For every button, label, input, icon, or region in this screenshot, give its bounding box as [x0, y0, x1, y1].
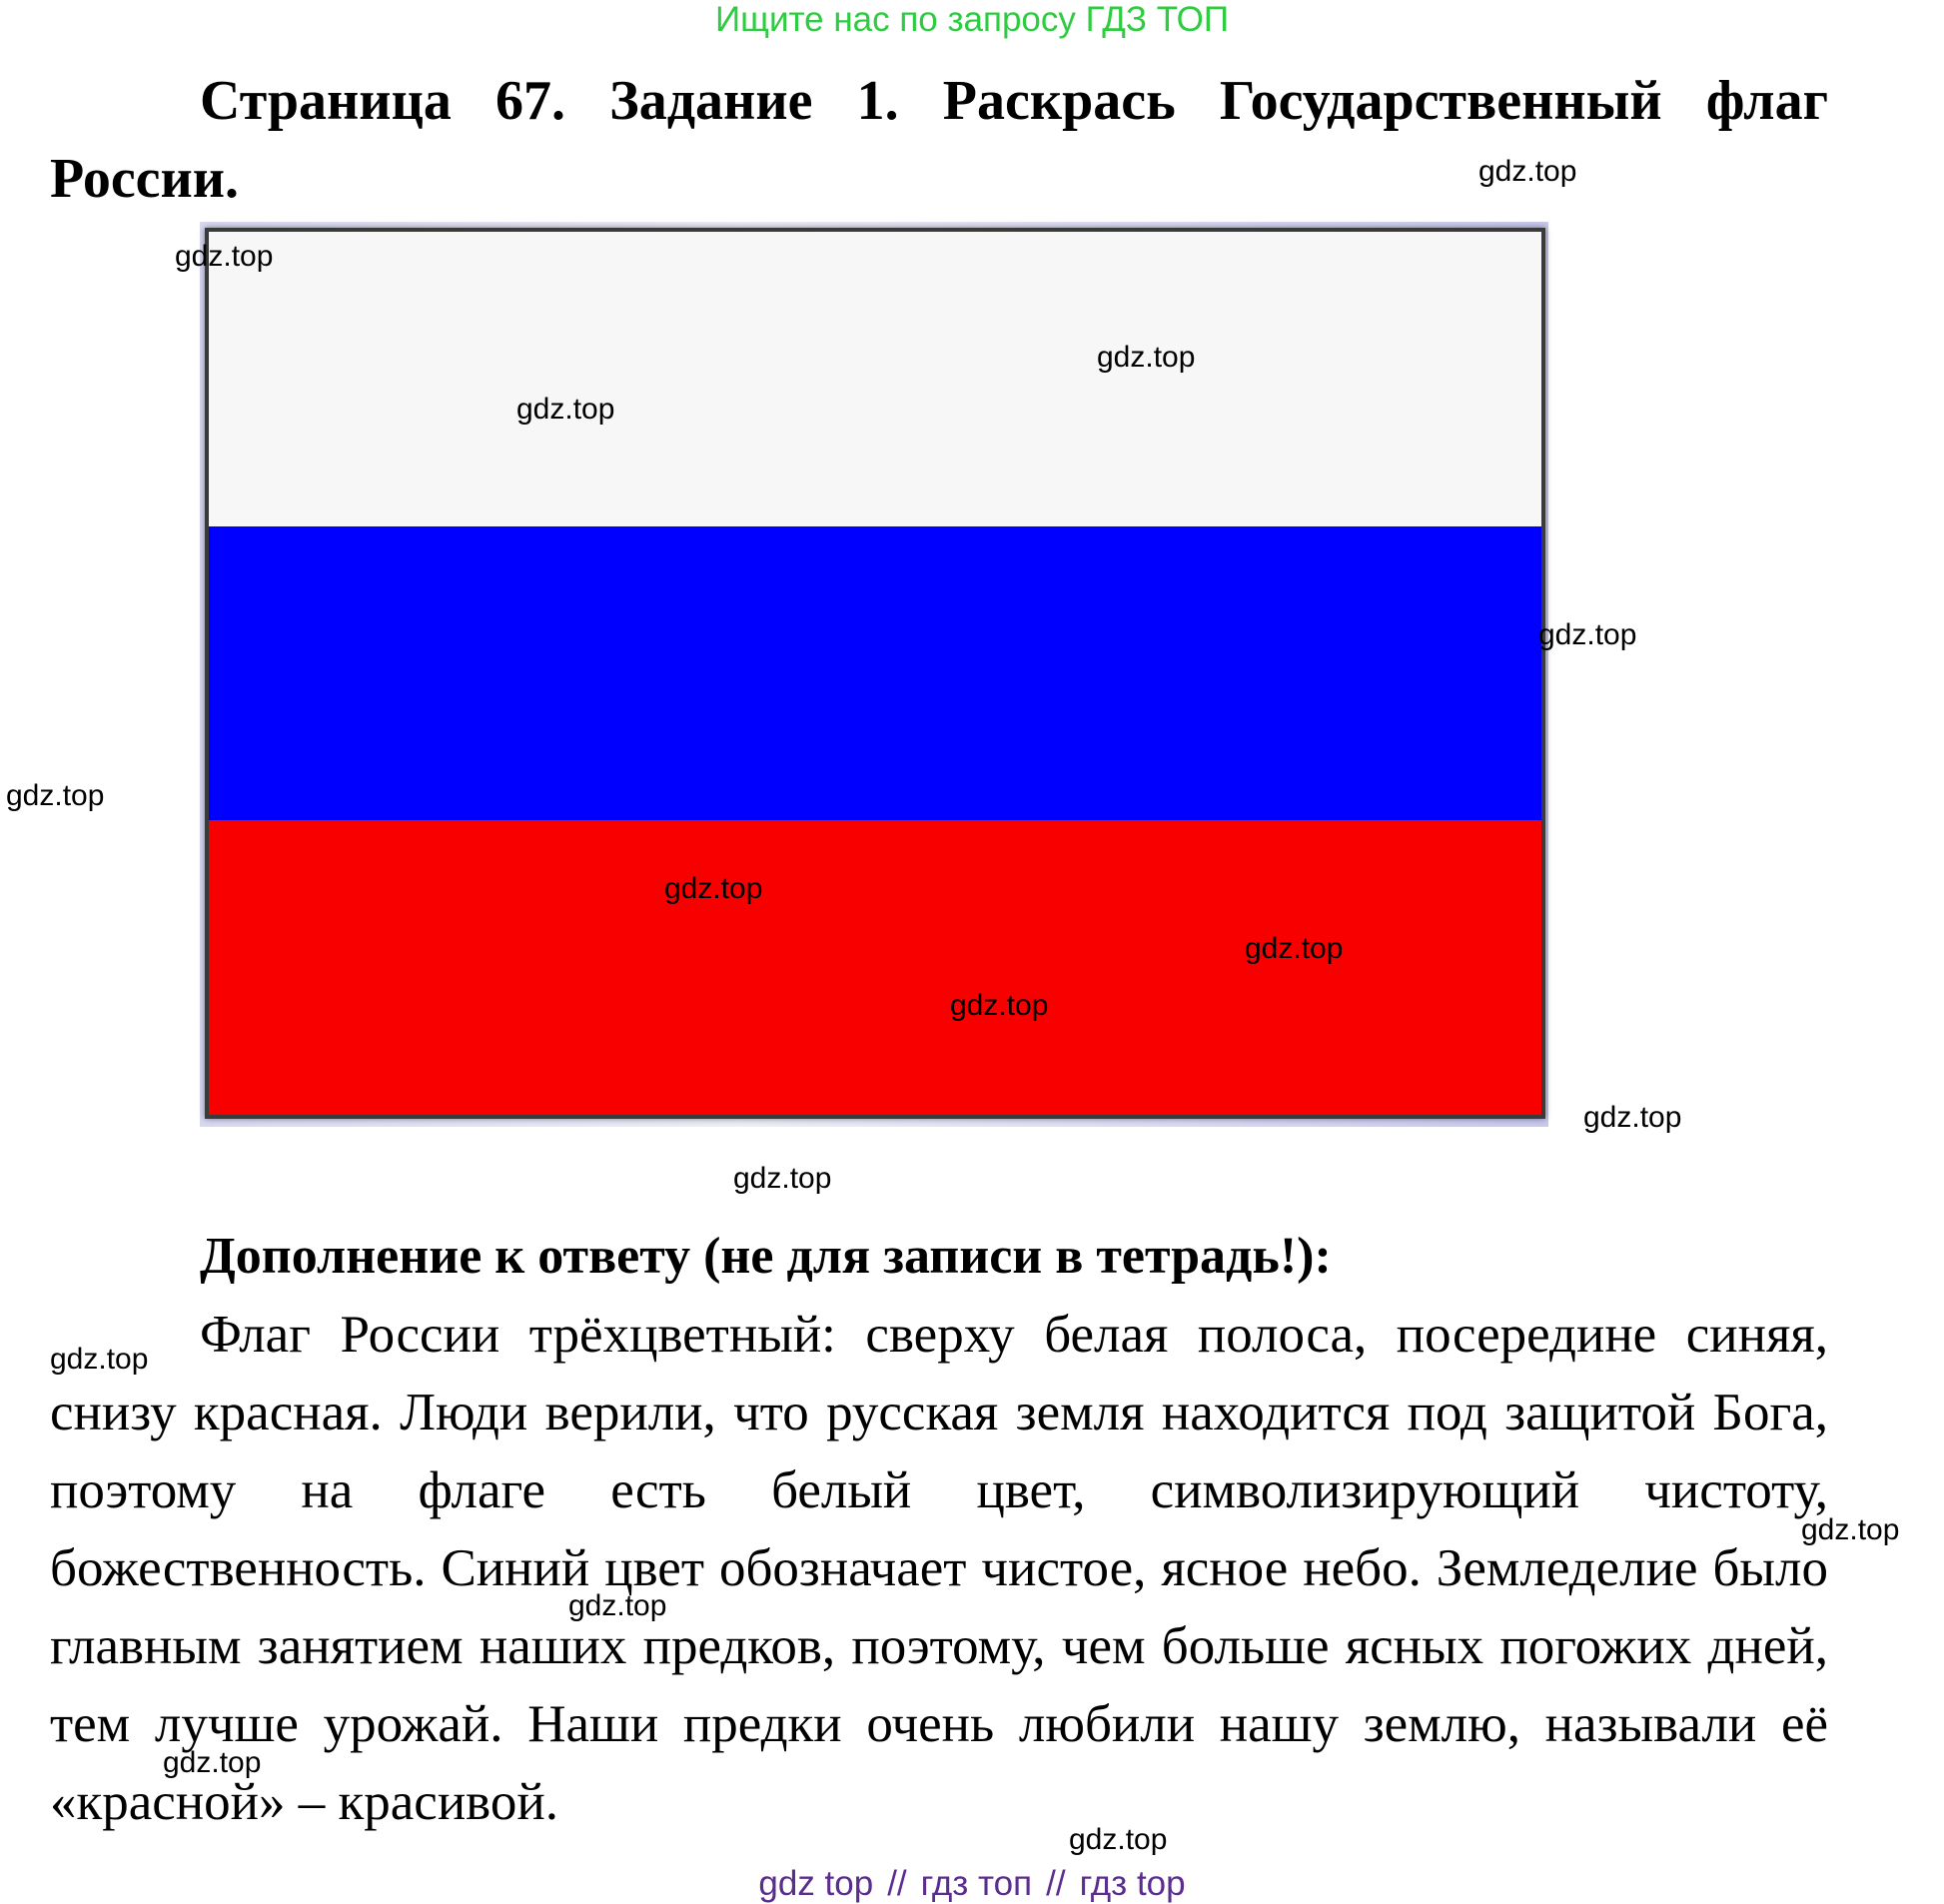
watermark: gdz.top	[163, 1746, 262, 1779]
watermark: gdz.top	[175, 240, 274, 273]
addendum-heading: Дополнение к ответу (не для записи в тетрадь!):	[200, 1228, 1332, 1285]
watermark: gdz.top	[1097, 341, 1196, 374]
bottom-banner-item: гдз top	[1079, 1864, 1186, 1903]
bottom-banner	[0, 1864, 1944, 1904]
flag-stripe-blue	[209, 526, 1541, 821]
watermark: gdz.top	[1069, 1823, 1168, 1856]
russian-flag	[205, 228, 1545, 1119]
flag-stripe-white	[209, 232, 1541, 526]
bottom-banner-separator: //	[1046, 1864, 1066, 1903]
watermark: gdz.top	[1538, 618, 1637, 651]
bottom-banner-item: gdz top	[758, 1864, 874, 1903]
bottom-banner-item: гдз топ	[920, 1864, 1033, 1903]
watermark: gdz.top	[950, 989, 1049, 1022]
watermark: gdz.top	[516, 393, 615, 426]
flag-stripe-red	[209, 820, 1541, 1115]
top-banner: Ищите нас по запросу ГДЗ ТОП	[715, 0, 1229, 39]
watermark: gdz.top	[568, 1589, 667, 1622]
watermark: gdz.top	[6, 779, 105, 812]
watermark: gdz.top	[50, 1343, 149, 1376]
watermark: gdz.top	[1245, 932, 1344, 965]
watermark: gdz.top	[1583, 1101, 1682, 1134]
watermark: gdz.top	[1478, 155, 1577, 188]
watermark: gdz.top	[733, 1162, 832, 1195]
bottom-banner-separator: //	[887, 1864, 907, 1903]
watermark: gdz.top	[664, 872, 763, 905]
watermark: gdz.top	[1801, 1513, 1900, 1546]
page-title: Страница 67. Задание 1. Раскрась Государственный флаг России.	[50, 70, 1828, 210]
addendum-text: Флаг России трёхцветный: сверху белая полоса, посередине синяя, снизу красная. Люди верили, что русская земля находится под защитой Бога, поэтому на флаге есть белый цвет, символизирующий чистоту, божественность. Синий цвет обозначает чистое, ясное небо. Земледелие было главным занятием наших предков, поэтому, чем больше ясных погожих дней, тем лучше урожай. Наши предки очень любили нашу землю, называли её «красной» – красивой.	[50, 1306, 1828, 1831]
